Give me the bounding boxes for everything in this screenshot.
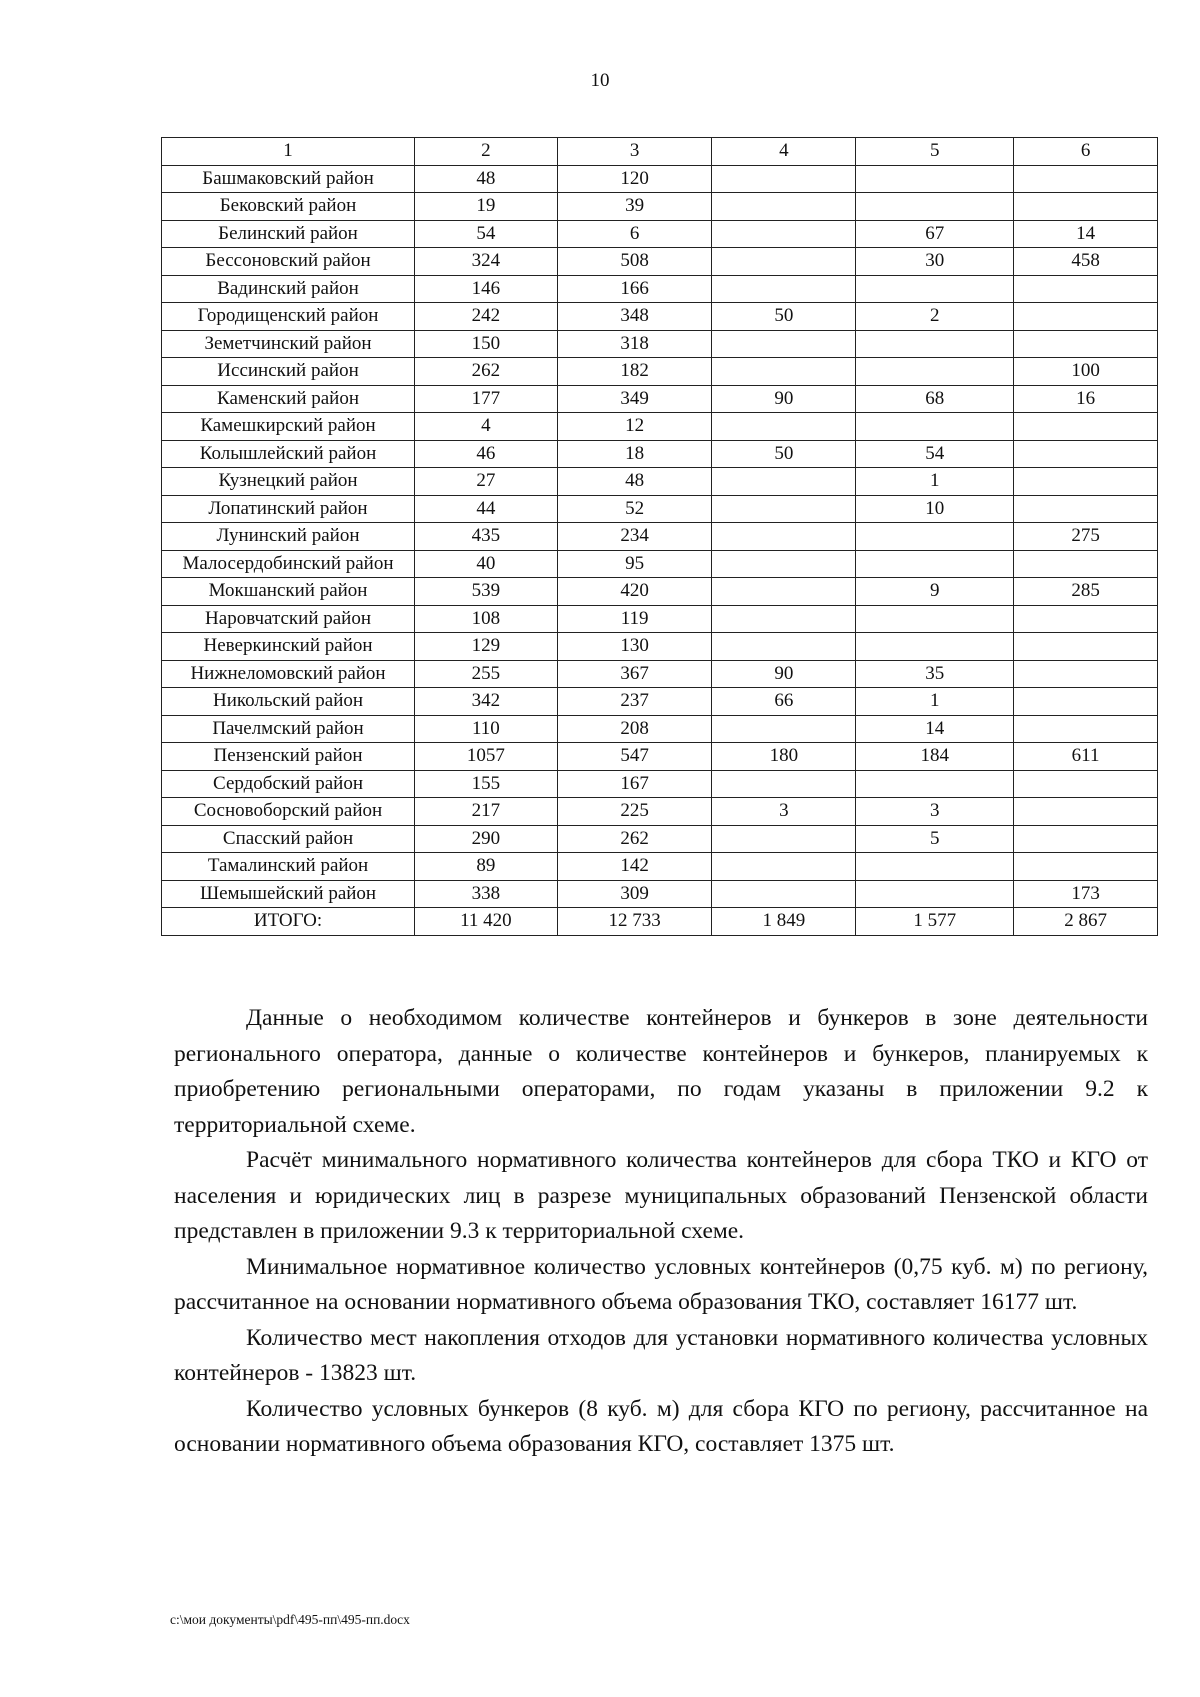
value-cell	[712, 853, 856, 881]
value-cell	[856, 358, 1014, 386]
value-cell	[712, 413, 856, 441]
value-cell: 1 577	[856, 908, 1014, 936]
table-row	[162, 798, 1158, 826]
value-cell	[712, 770, 856, 798]
table-row	[162, 248, 1158, 276]
value-cell	[856, 275, 1014, 303]
body-text	[174, 1001, 1148, 1463]
value-cell	[1014, 193, 1158, 221]
column-header: 1	[162, 138, 415, 166]
value-cell	[712, 248, 856, 276]
value-cell: 146	[415, 275, 558, 303]
value-cell	[712, 358, 856, 386]
value-cell	[712, 633, 856, 661]
value-cell: 167	[557, 770, 712, 798]
value-cell: 420	[557, 578, 712, 606]
value-cell: 35	[856, 660, 1014, 688]
value-cell: 508	[557, 248, 712, 276]
table-row	[162, 495, 1158, 523]
table-row	[162, 330, 1158, 358]
district-name-cell: Бековский район	[162, 193, 415, 221]
district-name-cell: Никольский район	[162, 688, 415, 716]
value-cell: 234	[557, 523, 712, 551]
district-name-cell: Лопатинский район	[162, 495, 415, 523]
value-cell: 40	[415, 550, 558, 578]
value-cell: 48	[415, 165, 558, 193]
district-name-cell: Земетчинский район	[162, 330, 415, 358]
district-name-cell: Городищенский район	[162, 303, 415, 331]
table-row	[162, 413, 1158, 441]
value-cell: 89	[415, 853, 558, 881]
value-cell	[1014, 688, 1158, 716]
value-cell	[1014, 440, 1158, 468]
total-row	[162, 908, 1158, 936]
value-cell	[712, 330, 856, 358]
value-cell: 90	[712, 385, 856, 413]
table-row	[162, 660, 1158, 688]
table-row	[162, 165, 1158, 193]
value-cell: 318	[557, 330, 712, 358]
value-cell: 458	[1014, 248, 1158, 276]
value-cell: 182	[557, 358, 712, 386]
value-cell: 12	[557, 413, 712, 441]
value-cell: 95	[557, 550, 712, 578]
value-cell	[712, 165, 856, 193]
value-cell: 46	[415, 440, 558, 468]
district-name-cell: Иссинский район	[162, 358, 415, 386]
value-cell: 119	[557, 605, 712, 633]
table-body	[162, 165, 1158, 935]
table-row	[162, 385, 1158, 413]
district-name-cell: Мокшанский район	[162, 578, 415, 606]
table-row	[162, 303, 1158, 331]
value-cell: 177	[415, 385, 558, 413]
value-cell	[712, 605, 856, 633]
value-cell: 18	[557, 440, 712, 468]
district-name-cell: Спасский район	[162, 825, 415, 853]
value-cell: 130	[557, 633, 712, 661]
district-name-cell: Малосердобинский район	[162, 550, 415, 578]
district-name-cell: Пачелмский район	[162, 715, 415, 743]
table-row	[162, 853, 1158, 881]
value-cell: 66	[712, 688, 856, 716]
value-cell	[712, 495, 856, 523]
table-row	[162, 825, 1158, 853]
value-cell	[856, 523, 1014, 551]
district-name-cell: Сердобский район	[162, 770, 415, 798]
district-table	[161, 137, 1158, 936]
value-cell	[856, 880, 1014, 908]
column-header: 2	[415, 138, 558, 166]
district-name-cell: Кузнецкий район	[162, 468, 415, 496]
value-cell	[1014, 715, 1158, 743]
value-cell: 68	[856, 385, 1014, 413]
value-cell: 180	[712, 743, 856, 771]
district-name-cell: Тамалинский район	[162, 853, 415, 881]
value-cell	[1014, 798, 1158, 826]
value-cell	[856, 330, 1014, 358]
table-row	[162, 275, 1158, 303]
value-cell: 54	[415, 220, 558, 248]
value-cell: 16	[1014, 385, 1158, 413]
value-cell: 90	[712, 660, 856, 688]
value-cell: 9	[856, 578, 1014, 606]
district-name-cell: Камешкирский район	[162, 413, 415, 441]
column-header: 6	[1014, 138, 1158, 166]
value-cell: 290	[415, 825, 558, 853]
value-cell: 338	[415, 880, 558, 908]
value-cell: 435	[415, 523, 558, 551]
value-cell	[1014, 303, 1158, 331]
value-cell: 1	[856, 688, 1014, 716]
district-name-cell: Колышлейский район	[162, 440, 415, 468]
value-cell	[1014, 413, 1158, 441]
value-cell	[856, 550, 1014, 578]
table-row	[162, 468, 1158, 496]
value-cell: 108	[415, 605, 558, 633]
value-cell: 1	[856, 468, 1014, 496]
district-name-cell: Шемышейский район	[162, 880, 415, 908]
value-cell	[712, 468, 856, 496]
value-cell: 237	[557, 688, 712, 716]
district-name-cell: Пензенский район	[162, 743, 415, 771]
paragraph: Количество условных бункеров (8 куб. м) для сбора КГО по региону, рассчитанное на основании нормативного объема образования КГО, составляет 1375 шт.	[174, 1395, 1148, 1457]
value-cell: 110	[415, 715, 558, 743]
value-cell: 208	[557, 715, 712, 743]
value-cell	[1014, 605, 1158, 633]
value-cell: 285	[1014, 578, 1158, 606]
value-cell	[1014, 165, 1158, 193]
value-cell: 324	[415, 248, 558, 276]
value-cell	[712, 193, 856, 221]
value-cell	[856, 193, 1014, 221]
value-cell: 184	[856, 743, 1014, 771]
value-cell: 2	[856, 303, 1014, 331]
value-cell	[856, 853, 1014, 881]
value-cell	[712, 550, 856, 578]
value-cell: 67	[856, 220, 1014, 248]
column-header: 5	[856, 138, 1014, 166]
value-cell: 367	[557, 660, 712, 688]
value-cell: 11 420	[415, 908, 558, 936]
table-row	[162, 633, 1158, 661]
table-row	[162, 440, 1158, 468]
value-cell	[1014, 633, 1158, 661]
table-row	[162, 578, 1158, 606]
value-cell: 349	[557, 385, 712, 413]
value-cell: 4	[415, 413, 558, 441]
value-cell: 6	[557, 220, 712, 248]
table-row	[162, 550, 1158, 578]
value-cell	[1014, 853, 1158, 881]
value-cell: 48	[557, 468, 712, 496]
value-cell: 155	[415, 770, 558, 798]
page-number: 10	[590, 70, 610, 91]
table-row	[162, 358, 1158, 386]
value-cell: 142	[557, 853, 712, 881]
value-cell: 342	[415, 688, 558, 716]
value-cell: 5	[856, 825, 1014, 853]
value-cell: 539	[415, 578, 558, 606]
value-cell	[712, 880, 856, 908]
district-name-cell: Бессоновский район	[162, 248, 415, 276]
value-cell: 120	[557, 165, 712, 193]
value-cell: 14	[856, 715, 1014, 743]
value-cell: 39	[557, 193, 712, 221]
value-cell: 262	[415, 358, 558, 386]
value-cell: 275	[1014, 523, 1158, 551]
value-cell: 1 849	[712, 908, 856, 936]
value-cell: 255	[415, 660, 558, 688]
value-cell	[1014, 770, 1158, 798]
table-row	[162, 880, 1158, 908]
value-cell	[856, 605, 1014, 633]
column-header: 4	[712, 138, 856, 166]
value-cell: 262	[557, 825, 712, 853]
value-cell	[856, 413, 1014, 441]
value-cell: 150	[415, 330, 558, 358]
value-cell: 547	[557, 743, 712, 771]
table-row	[162, 715, 1158, 743]
value-cell: 225	[557, 798, 712, 826]
district-name-cell: Вадинский район	[162, 275, 415, 303]
table-row	[162, 220, 1158, 248]
value-cell: 2 867	[1014, 908, 1158, 936]
value-cell: 348	[557, 303, 712, 331]
value-cell	[856, 770, 1014, 798]
table-row	[162, 743, 1158, 771]
district-name-cell: Белинский район	[162, 220, 415, 248]
district-name-cell: Наровчатский район	[162, 605, 415, 633]
value-cell: 50	[712, 303, 856, 331]
value-cell: 10	[856, 495, 1014, 523]
value-cell	[712, 523, 856, 551]
district-name-cell: Сосновоборский район	[162, 798, 415, 826]
value-cell: 50	[712, 440, 856, 468]
paragraph: Минимальное нормативное количество условных контейнеров (0,75 куб. м) по региону, рассчитанное на основании нормативного объема образования ТКО, составляет 16177 шт.	[174, 1253, 1148, 1315]
district-name-cell: Нижнеломовский район	[162, 660, 415, 688]
value-cell: 242	[415, 303, 558, 331]
value-cell: 3	[712, 798, 856, 826]
value-cell	[712, 275, 856, 303]
table-row	[162, 770, 1158, 798]
value-cell: 217	[415, 798, 558, 826]
value-cell	[712, 825, 856, 853]
value-cell	[856, 633, 1014, 661]
value-cell: 309	[557, 880, 712, 908]
district-name-cell: Каменский район	[162, 385, 415, 413]
value-cell: 14	[1014, 220, 1158, 248]
value-cell: 19	[415, 193, 558, 221]
value-cell	[1014, 330, 1158, 358]
value-cell: 52	[557, 495, 712, 523]
value-cell: 3	[856, 798, 1014, 826]
paragraph: Расчёт минимального нормативного количества контейнеров для сбора ТКО и КГО от населения и юридических лиц в разрезе муниципальных образований Пензенской области представлен в приложении 9.3 к территориальной схеме.	[174, 1147, 1148, 1244]
value-cell: 27	[415, 468, 558, 496]
paragraph: Данные о необходимом количестве контейнеров и бункеров в зоне деятельности регионального оператора, данные о количестве контейнеров и бункеров, планируемых к приобретению региональными операторами, по годам указаны в приложении 9.2 к территориальной схеме.	[174, 1005, 1148, 1138]
value-cell: 129	[415, 633, 558, 661]
value-cell	[856, 165, 1014, 193]
value-cell: 12 733	[557, 908, 712, 936]
value-cell: 173	[1014, 880, 1158, 908]
value-cell	[1014, 825, 1158, 853]
district-name-cell: Лунинский район	[162, 523, 415, 551]
table-row	[162, 605, 1158, 633]
value-cell: 611	[1014, 743, 1158, 771]
table-header-row	[162, 138, 1158, 166]
value-cell: 1057	[415, 743, 558, 771]
value-cell	[712, 715, 856, 743]
value-cell: 30	[856, 248, 1014, 276]
value-cell: 54	[856, 440, 1014, 468]
value-cell	[1014, 550, 1158, 578]
column-header: 3	[557, 138, 712, 166]
value-cell	[1014, 660, 1158, 688]
value-cell: 166	[557, 275, 712, 303]
paragraph: Количество мест накопления отходов для установки нормативного количества условных контейнеров - 13823 шт.	[174, 1324, 1148, 1386]
table-row	[162, 688, 1158, 716]
table-row	[162, 523, 1158, 551]
district-name-cell: Башмаковский район	[162, 165, 415, 193]
value-cell	[712, 220, 856, 248]
district-name-cell: Неверкинский район	[162, 633, 415, 661]
district-name-cell: ИТОГО:	[162, 908, 415, 936]
value-cell	[1014, 275, 1158, 303]
value-cell	[1014, 468, 1158, 496]
value-cell	[712, 578, 856, 606]
footer-file-path: c:\мои документы\pdf\495-пп\495-пп.docx	[170, 1612, 410, 1627]
value-cell: 100	[1014, 358, 1158, 386]
value-cell	[1014, 495, 1158, 523]
value-cell: 44	[415, 495, 558, 523]
table-row	[162, 193, 1158, 221]
